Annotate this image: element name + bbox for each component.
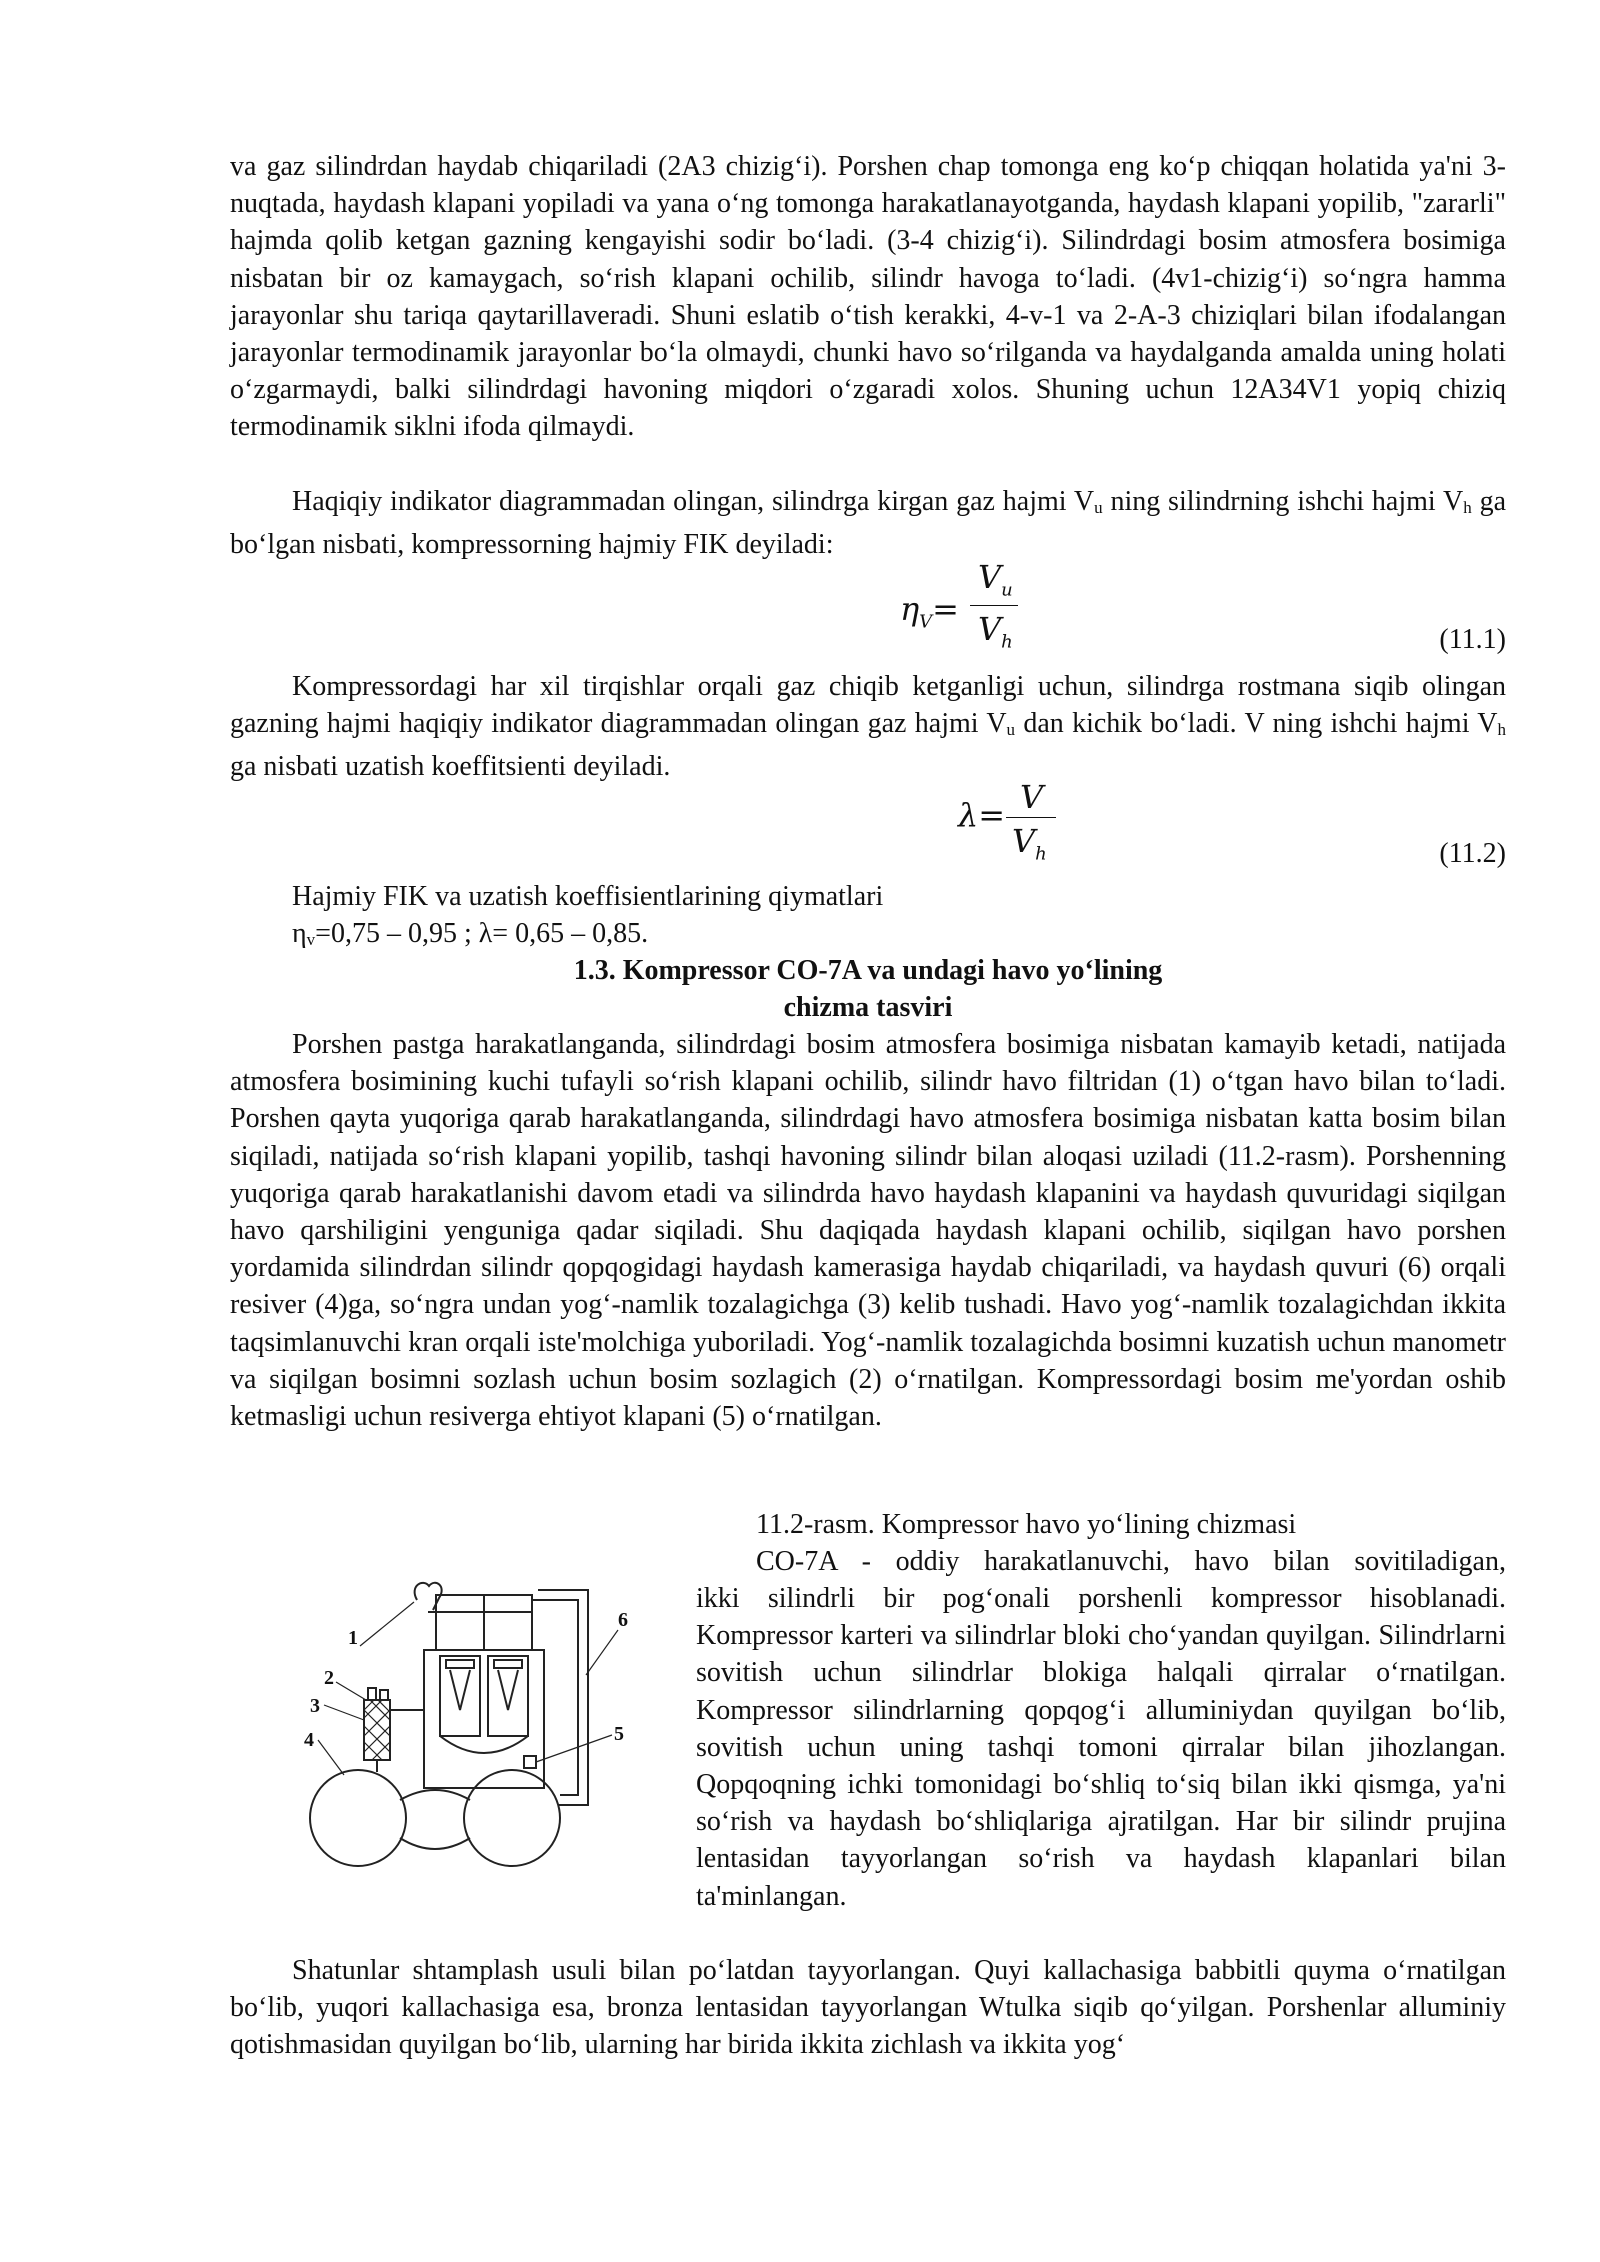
receiver-right-tank — [464, 1770, 560, 1866]
discharge-pipe — [532, 1600, 578, 1795]
paragraph-co7a-first-line: CO-7A - oddiy harakatlanuvchi, havo bilan sovitiladigan, — [756, 1546, 1506, 1577]
section-heading: 1.3. Kompressor CO-7A va undagi havo yo‘lining — [573, 955, 1163, 986]
values-intro: Hajmiy FIK va uzatish koeffisientlarining qiymatlari — [292, 881, 884, 912]
paragraph-compressor-operation: Porshen pastga harakatlanganda, silindrdagi bosim atmosfera bosimiga nisbatan kamayib ketadi, natijada atmosfera bosimining kuchi tufayli so‘rish klapani ochilib, silindr havo filtridan (1) o‘tgan havo bilan to‘ladi. Porshen qayta yuqoriga qarab harakatlanganda, silindrdagi havo atmosfera bosimiga nisbatan katta bosim bilan siqiladi, natijada so‘rish klapani yopilib, tashqi havoning silindr bilan aloqasi uziladi (11.2-rasm). Porshenning yuqoriga qarab harakatlanishi davom etadi va silindrda havo haydash klapanini va haydash quvuridagi siqilgan havo qarshiligini yenguniga qadar siqiladi. Shu daqiqada haydash klapani ochilib, siqilgan havo porshen yordamida silindrdan silindr qopqogidagi haydash kamerasiga haydab chiqariladi, va haydash quvuri (6) orqali resiver (4)ga, so‘ngra undan yog‘-namlik tozalagichga (3) kelib tushadi. Havo yog‘-namlik tozalagichdan ikkita taqsimlanuvchi kran orqali iste'molchiga yuboriladi. Yog‘-namlik tozalagichda bosimni kuzatish uchun manometr va siqilgan bosimni sozlash uchun bosim sozlagich (2) o‘rnatilgan. Kompressordagi bosim me'yordan oshib ketmasligi uchun resiverga ehtiyot klapani (5) o‘rnatilgan. — [230, 1029, 1506, 1433]
compressor-air-path-diagram — [300, 1560, 660, 1890]
paragraph-co7a: ikki silindrli bir pog‘onali porshenli kompressor hisoblanadi. Kompressor karteri va silindrlar bloki cho‘yandan quyilgan. Silindrlarni sovitish uchun silindrlar blokiga halqali qirralar o‘rnatilgan. Kompressor silindrlarning qopqog‘i alluminiydan quyilgan bo‘lib, sovitish uchun uning tashqi tomoni qirralar bilan jihozlangan. Qopqoqning ichki tomonidagi bo‘shliq to‘siq bilan ikki qismga, ya'ni so‘rish va haydash bo‘shliqlariga ajratilgan. Har bir silindr prujina lentasidan tayyorlangan so‘rish va haydash klapanlari bilan ta'minlangan. — [696, 1583, 1506, 1912]
figure-caption: 11.2-rasm. Kompressor havo yo‘lining chizmasi — [756, 1509, 1297, 1540]
section-heading-continued: chizma tasviri — [783, 992, 953, 1023]
document-page: va gaz silindrdan haydab chiqariladi (2A3 chizig‘i). Porshen chap tomonga eng ko‘p chiqqan holatida ya'ni 3-nuqtada, haydash klapani yopiladi va yana o‘ng tomonga harakatlanayotganda, haydash klapani yopilib, "zararli" hajmda qolib ketgan gazning kengayishi sodir bo‘ladi. (3-4 chizig‘i). Silindrdagi bosim atmosfera bosimiga nisbatan bir oz kamaygach, so‘rish klapani ochilib, silindr havoga to‘ladi. (4v1-chizig‘i) so‘ngra hamma jarayonlar shu tariqa qaytarillaveradi. Shuni eslatib o‘tish kerakki, 4-v-1 va 2-A-3 chiziqlari bilan ifodalangan jarayonlar termodinamik jarayonlar bo‘la olmaydi, chunki havo so‘rilganda va haydalganda amalda uning holati o‘zgarmaydi, balki silindrdagi havoning miqdori o‘zgaradi xolos. Shuning uchun 12A34V1 yopiq chiziq termodinamik siklni ifoda qilmaydi. Haqiqiy indikator diagrammadan olingan, silindrga kirgan gaz hajmi $V_u$ ning silindrning ishchi hajmi $V_h$ ga bo‘lgan nisbati, kompressorning hajmiy FIK deyiladi: $\eta_V=$ $V_u$ $V_h$ (11.1) Kompressordagi har xil tirqishlar orqali gaz chiqib ketganligi uchun, silindrga rostmana siqib olingan gazning hajmi haqiqiy indikator diagrammadan olingan gaz hajmi $V_u$ dan kichik bo‘ladi. V ning ishchi hajmi $V_h$ ga nisbati uzatish koeffitsienti deyiladi. λ= V $V_h$ (11.2) Hajmiy FIK va uzatish koeffisientlarining qiymatlari $\eta_v=0,75 - 0,95$ ; λ= 0,65 – 0,85. 1.3. Kompressor CO-7A va undagi havo yo‘lining chizma tasviri Porshen pastga harakatlanganda, silindrdagi bosim atmosfera bosimiga nisbatan kamayib ketadi, natijada atmosfera bosimining kuchi tufayli so‘rish klapani ochilib, silindr havo filtridan (1) o‘tgan havo bilan to‘ladi. Porshen qayta yuqoriga qarab harakatlanganda, silindrdagi havo atmosfera bosimiga nisbatan katta bosim bilan siqiladi, natijada so‘rish klapani yopilib, tashqi havoning silindr bilan aloqasi uziladi (11.2-rasm). Porshenning yuqoriga qarab harakatlanishi davom etadi va silindrda havo haydash klapanini va haydash quvuridagi siqilgan havo qarshiligini yenguniga qadar siqiladi. Shu daqiqada haydash klapani ochilib, siqilgan havo porshen yordamida silindrdan silindr qopqogidagi haydash kamerasiga haydab chiqariladi, va haydash quvuri (6) orqali resiver (4)ga, so‘ngra undan yog‘-namlik tozalagichga (3) kelib tushadi. Havo yog‘-namlik tozalagichdan ikkita taqsimlanuvchi kran orqali iste'molchiga yuboriladi. Yog‘-namlik tozalagichda bosimni kuzatish uchun manometr va siqilgan bosimni sozlash uchun bosim sozlagich (2) o‘rnatilgan. Kompressordagi bosim me'yordan oshib ketmasligi uchun resiverga ehtiyot klapani (5) o‘rnatilgan. 11.2-rasm. Kompressor havo yo‘lining chizmasi CO-7A - oddiy harakatlanuvchi, havo bilan sovitiladigan, ikki silindrli bir pog‘onali porshenli kompressor hisoblanadi. Kompressor karteri va silindrlar bloki cho‘yandan quyilgan. Silindrlarni sovitish uchun silindrlar blokiga halqali qirralar o‘rnatilgan. Kompressor silindrlarning qopqog‘i alluminiydan quyilgan bo‘lib, sovitish uchun uning tashqi tomoni qirralar bilan jihozlangan. Qopqoqning ichki tomonidagi bo‘shliq to‘siq bilan ikki qismga, ya'ni so‘rish va haydash bo‘shliqlariga ajratilgan. Har bir silindr prujina lentasidan tayyorlangan so‘rish va haydash klapanlari bilan ta'minlangan. 1 2 3 4 5 6 Shatunlar shtamplash usuli bilan po‘latdan tayyorlangan. Quyi kallachasiga babbitli quyma o‘rnatilgan bo‘lib, yuqori kallachasiga esa, bronza lentasidan tayyorlangan Wtulka siqib qo‘yilgan. Porshenlar alluminiy qotishmasidan quyilgan bo‘lib, ularning har birida ikkita zichlash va ikkita yog‘ — [0, 0, 1600, 2262]
figure-label: 3 — [310, 1695, 320, 1717]
paragraph-gas-discharge — [230, 148, 1506, 446]
air-filter — [415, 1583, 442, 1610]
figure-label: 6 — [618, 1609, 628, 1631]
paragraph-connecting-rods: Shatunlar shtamplash usuli bilan po‘latdan tayyorlangan. Quyi kallachasiga babbitli quyma o‘rnatilgan bo‘lib, yuqori kallachasiga esa, bronza lentasidan tayyorlangan Wtulka siqib qo‘yilgan. Porshenlar alluminiy qotishmasidan quyilgan bo‘lib, ularning har birida ikkita zichlash va ikkita yog‘ — [230, 1955, 1506, 2061]
figure-label: 5 — [614, 1723, 624, 1745]
safety-valve — [524, 1756, 536, 1768]
figure-label: 4 — [304, 1729, 314, 1751]
figure-label: 2 — [324, 1667, 334, 1689]
paragraph-text: va gaz silindrdan haydab chiqariladi (2A3 chizig‘i). Porshen chap tomonga eng ko‘p chiqqan holatida ya'ni 3-nuqtada, haydash klapani yopiladi va yana o‘ng tomonga harakatlanayotganda, haydash klapani yopilib, "zararli" hajmda qolib ketgan gazning kengayishi sodir bo‘ladi. (3-4 chizig‘i). Silindrdagi bosim atmosfera bosimiga nisbatan bir oz kamaygach, so‘rish klapani ochilib, silindr havoga to‘ladi. (4v1-chizig‘i) so‘ngra hamma jarayonlar shu tariqa qaytarillaveradi. Shuni eslatib o‘tish kerakki, 4-v-1 va 2-A-3 chiziqlari bilan ifodalangan jarayonlar termodinamik jarayonlar bo‘la olmaydi, chunki havo so‘rilganda va haydalganda amalda uning holati o‘zgarmaydi, balki silindrdagi havoning miqdori o‘zgaradi xolos. Shuning uchun 12A34V1 yopiq chiziq termodinamik siklni ifoda qilmaydi. — [230, 151, 1506, 443]
receiver-connecting-pipe — [400, 1838, 470, 1849]
figure-label: 1 — [348, 1627, 358, 1649]
paragraph-volumetric-efficiency: Haqiqiy indikator diagrammadan olingan, silindrga kirgan gaz hajmi $V_u$ ning silindrning ishchi hajmi $V_h$ ga bo‘lgan nisbati, kompressorning hajmiy FIK deyiladi: — [230, 486, 1507, 561]
equation-number: (11.2) — [1439, 838, 1506, 869]
fraction-line — [1006, 817, 1056, 818]
equation-number: (11.1) — [1439, 624, 1506, 655]
paragraph-delivery-coefficient: Kompressordagi har xil tirqishlar orqali gaz chiqib ketganligi uchun, silindrga rostmana siqib olingan gazning hajmi haqiqiy indikator diagrammadan olingan gaz hajmi $V_u$ dan kichik bo‘ladi. V ning ishchi hajmi $V_h$ ga nisbati uzatish koeffitsienti deyiladi. — [230, 671, 1506, 783]
receiver-left-tank — [310, 1770, 406, 1866]
fraction-line — [970, 605, 1018, 606]
values-line: $\eta_v=0,75 - 0,95$ ; λ= 0,65 – 0,85. — [292, 918, 649, 949]
